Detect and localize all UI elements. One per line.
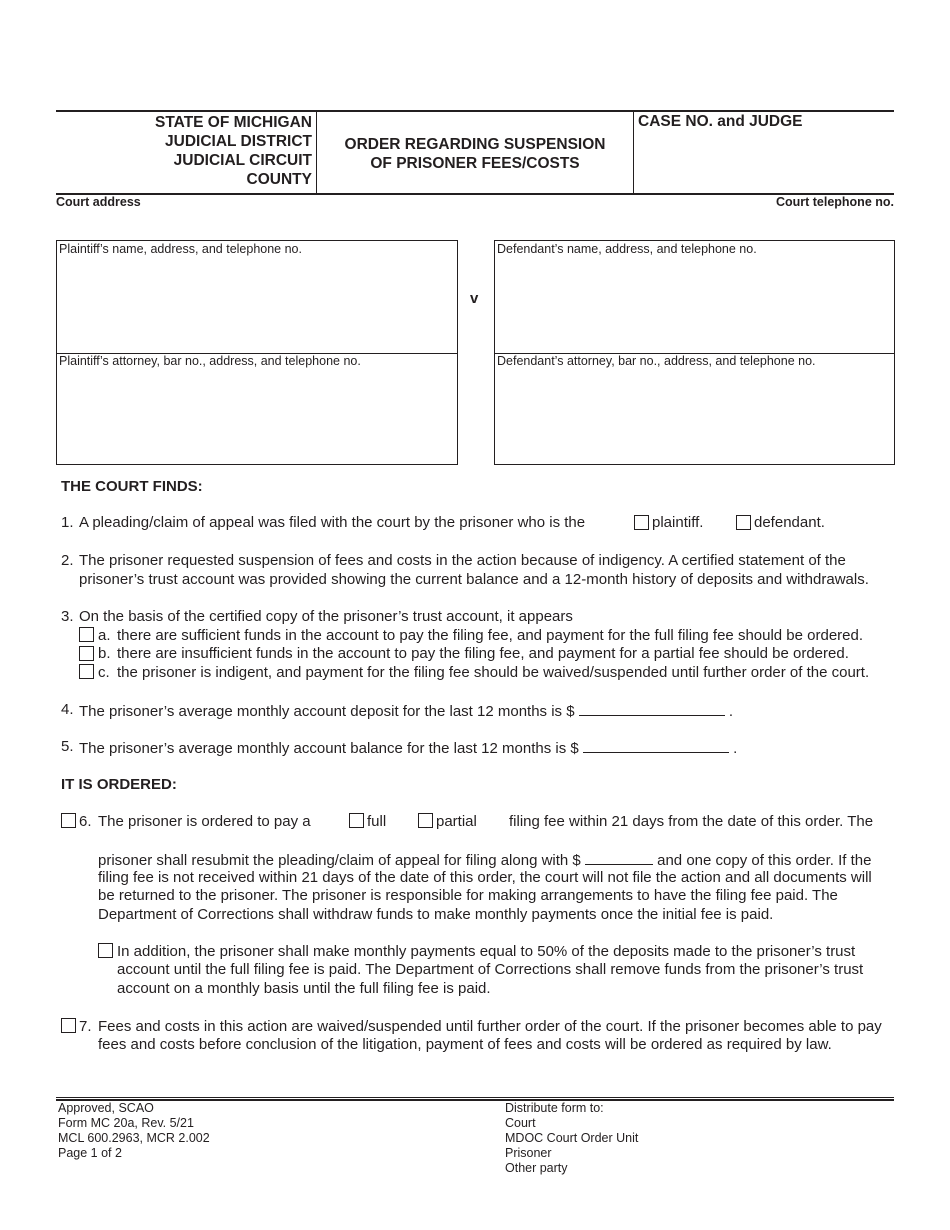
judicial-district-label: JUDICIAL DISTRICT <box>165 133 312 150</box>
finding-3-intro: On the basis of the certified copy of the prisoner’s trust account, it appears <box>79 608 573 625</box>
order-6-tail: filing fee within 21 days from the date of this order. The <box>509 812 874 830</box>
partial-fee-checkbox[interactable] <box>418 813 433 828</box>
order-6-checkbox[interactable] <box>61 813 76 828</box>
finding-3c-text: the prisoner is indigent, and payment for the filing fee should be waived/suspended until further order of the court. <box>117 663 870 681</box>
footer-form-info <box>58 1101 210 1161</box>
average-deposit-field[interactable] <box>579 701 725 716</box>
header-divider-right <box>633 111 634 194</box>
court-address-label: Court address <box>56 195 141 209</box>
order-7-number: 7. <box>79 1017 92 1035</box>
finding-5-number: 5. <box>61 738 74 755</box>
partial-fee-label: partial <box>436 812 477 830</box>
order-7-line2: fees and costs before conclusion of the litigation, payment of fees and costs will be ordered as required by law. <box>98 1036 832 1053</box>
plaintiff-attorney-label: Plaintiff’s attorney, bar no., address, and telephone no. <box>59 354 361 368</box>
court-telephone-label: Court telephone no. <box>775 195 894 209</box>
defendant-name-label: Defendant’s name, address, and telephone no. <box>497 242 757 256</box>
form-title <box>317 135 633 173</box>
state-label: STATE OF MICHIGAN <box>155 114 312 131</box>
versus-label: v <box>470 290 479 307</box>
finding-2-line1: The prisoner requested suspension of fees and costs in the action because of indigency. A certified statement of the <box>79 552 846 569</box>
approved-scao: Approved, SCAO <box>58 1101 154 1115</box>
order-6-para-line4: Department of Corrections shall withdraw funds to make monthly payments once the initial fee is paid. <box>98 905 774 923</box>
order-6-para-start: prisoner shall resubmit the pleading/claim of appeal for filing along with $ <box>98 852 581 869</box>
finding-3a-letter: a. <box>98 626 111 644</box>
average-balance-field[interactable] <box>583 738 729 753</box>
finding-1-text: A pleading/claim of appeal was filed with the court by the prisoner who is the <box>79 514 586 531</box>
order-6-lead: The prisoner is ordered to pay a <box>98 812 311 830</box>
distribute-recipient: MDOC Court Order Unit <box>505 1131 639 1145</box>
finding-3-number: 3. <box>61 608 74 625</box>
finding-3a-text: there are sufficient funds in the account to pay the filing fee, and payment for the full filing fee should be ordered. <box>117 626 864 644</box>
distribute-recipient: Court <box>505 1116 536 1130</box>
order-6-addition-line1: In addition, the prisoner shall make monthly payments equal to 50% of the deposits made to the prisoner’s trust <box>117 942 856 960</box>
form-title-line2: OF PRISONER FEES/COSTS <box>370 155 580 172</box>
plaintiff-option-label: plaintiff. <box>652 514 704 531</box>
footer-rule-top <box>56 1097 894 1098</box>
defendant-option-label: defendant. <box>754 514 825 531</box>
finding-4-text: The prisoner’s average monthly account deposit for the last 12 months is $ <box>79 703 575 720</box>
finding-5-text: The prisoner’s average monthly account balance for the last 12 months is $ <box>79 740 579 757</box>
full-fee-label: full <box>367 812 387 830</box>
court-finds-heading: THE COURT FINDS: <box>61 478 203 495</box>
plaintiff-box <box>56 240 458 465</box>
finding-5-line <box>79 738 737 759</box>
finding-2-number: 2. <box>61 552 74 569</box>
distribute-recipient: Prisoner <box>505 1146 552 1160</box>
defendant-box <box>494 240 895 465</box>
finding-5-period: . <box>733 740 738 757</box>
finding-1-number: 1. <box>61 514 74 531</box>
form-number: Form MC 20a, Rev. 5/21 <box>58 1116 194 1130</box>
finding-4-period: . <box>728 703 734 720</box>
order-6-number: 6. <box>79 812 92 830</box>
statute-reference: MCL 600.2963, MCR 2.002 <box>58 1131 210 1145</box>
plaintiff-name-label: Plaintiff’s name, address, and telephone no. <box>59 242 302 256</box>
order-6-para-line1 <box>98 850 871 871</box>
order-6-para-line2: filing fee is not received within 21 days of the date of this order, the court will not file the action and all documents will <box>98 868 872 886</box>
distribute-recipient: Other party <box>505 1161 568 1175</box>
finding-2-line2: prisoner’s trust account was provided showing the current balance and a 12-month history of deposits and withdrawals. <box>79 570 869 588</box>
header-bottom-rule <box>56 193 894 195</box>
finding-3c-checkbox[interactable] <box>79 664 94 679</box>
finding-3c-letter: c. <box>98 663 110 681</box>
finding-3a-checkbox[interactable] <box>79 627 94 642</box>
defendant-checkbox[interactable] <box>736 515 751 530</box>
plaintiff-checkbox[interactable] <box>634 515 649 530</box>
order-7-checkbox[interactable] <box>61 1018 76 1033</box>
distribute-label: Distribute form to: <box>505 1101 604 1115</box>
finding-3b-checkbox[interactable] <box>79 646 94 661</box>
order-6-addition-line3: account on a monthly basis until the full filing fee is paid. <box>117 979 491 997</box>
judicial-circuit-label: JUDICIAL CIRCUIT <box>173 152 312 169</box>
order-7-line1: Fees and costs in this action are waived/suspended until further order of the court. If the prisoner becomes able to pay <box>98 1017 882 1035</box>
finding-3b-letter: b. <box>98 645 111 662</box>
page-number: Page 1 of 2 <box>58 1146 122 1160</box>
resubmit-amount-field[interactable] <box>585 850 653 865</box>
full-fee-checkbox[interactable] <box>349 813 364 828</box>
it-is-ordered-heading: IT IS ORDERED: <box>61 776 177 793</box>
distribution-list <box>505 1101 638 1176</box>
defendant-attorney-label: Defendant’s attorney, bar no., address, and telephone no. <box>497 354 816 368</box>
order-6-addition-line2: account until the full filing fee is paid. The Department of Corrections shall remove funds from the prisoner’s trust <box>117 961 864 978</box>
finding-3b-text: there are insufficient funds in the account to pay the filing fee, and payment for a partial fee should be ordered. <box>117 645 849 662</box>
county-label: COUNTY <box>246 171 312 188</box>
form-title-line1: ORDER REGARDING SUSPENSION <box>344 136 606 153</box>
order-6-para-mid: and one copy of this order. If the <box>657 852 872 869</box>
finding-4-number: 4. <box>61 701 74 718</box>
order-6-para-line3: be returned to the prisoner. The prisoner is responsible for making arrangements to have the filing fee paid. The <box>98 887 838 904</box>
monthly-payments-checkbox[interactable] <box>98 943 113 958</box>
finding-4-line <box>79 701 733 722</box>
case-number-judge-label: CASE NO. and JUDGE <box>638 113 803 130</box>
header-top-rule <box>56 110 894 112</box>
